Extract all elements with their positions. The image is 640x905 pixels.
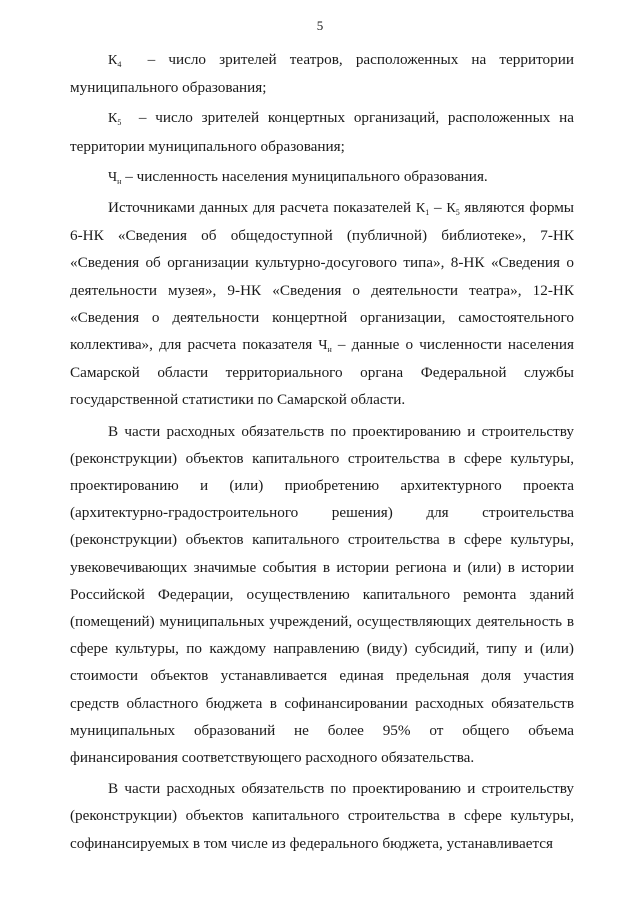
symbol-subscript: 4 [117,60,122,69]
definition-text: – численность населения муниципального образования. [121,167,488,185]
sources-text-1: Источниками данных для расчета показателей [108,199,416,217]
symbol-k: К [415,201,426,217]
sources-paragraph [70,194,574,414]
symbol-subscript: 5 [455,208,460,218]
definition-k4 [70,46,574,101]
symbol-ch: Ч [318,338,328,354]
page-number: 5 [316,18,324,33]
symbol-ch: Ч [108,169,118,185]
symbol-subscript: 5 [117,118,122,128]
body-paragraph: В части расходных обязательств по проектированию и строительству (реконструкции) объектов капитального строительства в сфере культуры, проектированию и (или) приобретению архитектурного проекта (архитектурно-градостроительного решения) для строительства (реконструкции) объектов капитального строительства в сфере культуры, увековечивающих значимые события в истории региона и (или) в истории Российской Федерации, осуществлению капитального ремонта зданий (помещений) муниципальных учреждений, осуществляющих деятельность в сфере культуры, по каждому направлению (виду) субсидий, типу и (или) стоимости объектов устанавливается единая предельная доля участия средств областного бюджета в софинансировании расходных обязательств муниципальных образований не более 95% от общего объема финансирования соответствующего расходного обязательства. [70,422,574,767]
dash: – [429,199,447,217]
symbol-subscript: н [117,176,122,186]
definition-chn [70,163,574,191]
symbol-subscript: н [327,345,332,355]
body-paragraph: В части расходных обязательств по проектированию и строительству (реконструкции) объектов капитального строительства в сфере культуры, софинансируемых в том числе из федерального бюджета, устанавливается [70,780,574,852]
symbol-k: К [446,201,456,217]
symbol-k: К [108,111,118,127]
symbol-subscript: 1 [425,208,430,218]
definition-text: – число зрителей театров, расположенных на территории муниципального образования; [70,51,574,97]
sources-text-3: – данные о численности населения Самарской области территориального органа Федеральной службы государственной статистики по Самарской области. [70,336,574,409]
sources-text-2: являются формы 6-НК «Сведения об общедоступной (публичной) библиотеке», 7-НК «Сведения об организации культурно-досугового типа», 8-НК «Сведения о деятельности музея», 9-НК «Сведения о деятельности театра», 12-НК «Сведения о деятельности концертной организации, самостоятельного коллектива», для расчета показателя [70,199,575,354]
definition-text: – число зрителей концертных организаций, расположенных на территории муниципального образования; [70,109,574,155]
symbol-k: К [108,53,118,68]
document-body [70,46,574,861]
definition-k5 [70,104,574,159]
